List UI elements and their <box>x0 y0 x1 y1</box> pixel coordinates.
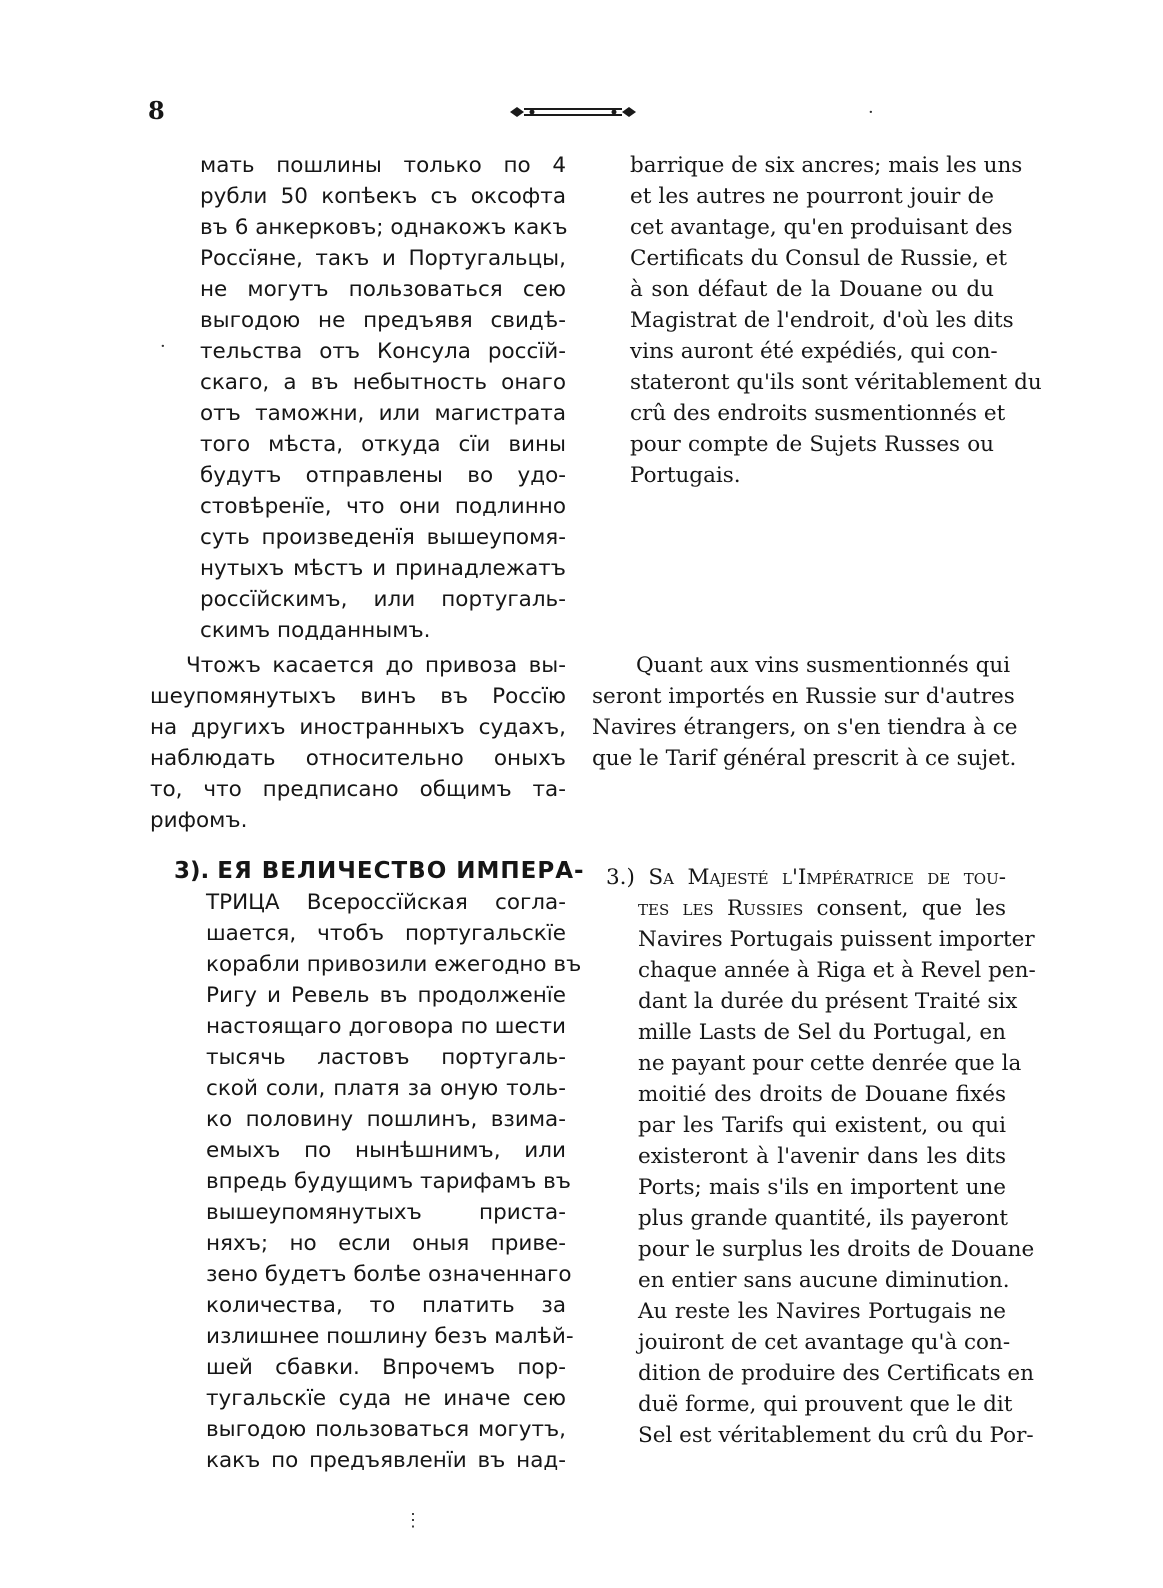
text-line: Ригу и Ревель въ продолженїе <box>206 983 566 1008</box>
text-line: dition de produire des Certificats en <box>638 1361 1035 1386</box>
text-line: скаго, а въ небытность онаго <box>200 370 566 395</box>
text-line: duë forme, qui prouvent que le dit <box>638 1392 1013 1417</box>
text-line: мать пошлины только по 4 <box>200 153 566 178</box>
article-title: Sa Majesté l'Impératrice de tou- <box>648 865 1006 890</box>
text-line: скимъ подданнымъ. <box>200 618 431 643</box>
text-line: Россїяне, такъ и Португальцы, <box>200 246 566 271</box>
article-heading <box>174 856 585 887</box>
text-line: нутыхъ мѣстъ и принадлежатъ <box>200 556 566 581</box>
text-line: корабли привозили ежегодно въ <box>206 952 582 977</box>
article-text: consent, que les <box>803 896 1006 921</box>
text-line: излишнее пошлину безъ малѣй- <box>206 1324 574 1349</box>
russian-article-3-body <box>206 887 582 1476</box>
text-line: тысячь ластовъ португаль- <box>206 1045 566 1070</box>
text-line: того мѣста, откуда сїи вины <box>200 432 566 457</box>
french-article-3-heading <box>606 862 1006 893</box>
text-line: Certificats du Consul de Russie, et <box>630 246 1008 271</box>
text-line: Чтожъ касается до привоза вы- <box>186 653 566 678</box>
article-title-continued: tes les Russies <box>638 896 804 921</box>
stray-mark: · <box>868 102 874 123</box>
text-line: stateront qu'ils sont véritablement du <box>630 370 1042 395</box>
text-line: cet avantage, qu'en produisant des <box>630 215 1013 240</box>
text-line: mille Lasts de Sel du Portugal, en <box>638 1020 1006 1045</box>
text-line: емыхъ по нынѣшнимъ, или <box>206 1138 566 1163</box>
text-line: шеупомянутыхъ винъ въ Россїю <box>150 684 566 709</box>
text-line: Ports; mais s'ils en importent une <box>638 1175 1006 1200</box>
text-line: наблюдать относительно оныхъ <box>150 746 566 771</box>
text-line: шается, чтобъ португальскїе <box>206 921 566 946</box>
text-line: chaque année à Riga et à Revel pen- <box>638 958 1036 983</box>
text-line: то, что предписано общимъ та- <box>150 777 566 802</box>
russian-article-3 <box>174 856 585 887</box>
article-title: ЕЯ ВЕЛИЧЕСТВО ИМПЕРА- <box>217 858 585 884</box>
text-line: vins auront été expédiés, qui con- <box>630 339 998 364</box>
text-line: ской соли, платя за оную толь- <box>206 1076 566 1101</box>
text-line: à son défaut de la Douane ou du <box>630 277 994 302</box>
text-line: россїйскимъ, или португаль- <box>200 587 566 612</box>
russian-paragraph-2 <box>150 650 566 836</box>
article-heading <box>606 862 1006 893</box>
text-line: en entier sans aucune diminution. <box>638 1268 1010 1293</box>
text-line: Sel est véritablement du crû du Por- <box>638 1423 1034 1448</box>
text-line <box>638 893 1006 924</box>
text-line: выгодою пользоваться могутъ, <box>206 1417 566 1442</box>
text-line: шей сбавки. Впрочемъ пор- <box>206 1355 566 1380</box>
text-line: въ 6 анкерковъ; однакожъ какъ <box>200 215 568 240</box>
text-line: Au reste les Navires Portugais ne <box>638 1299 1006 1324</box>
text-line: на другихъ иностранныхъ судахъ, <box>150 715 566 740</box>
text-line: Navires étrangers, on s'en tiendra à ce <box>592 715 1018 740</box>
text-line: впредь будущимъ тарифамъ въ <box>206 1169 571 1194</box>
text-line: выгодою не предъявя свидѣ- <box>200 308 566 333</box>
article-number: 3). <box>174 858 210 884</box>
text-line: pour le surplus les droits de Douane <box>638 1237 1035 1262</box>
text-line: ne payant pour cette denrée que la <box>638 1051 1022 1076</box>
text-line: отъ таможни, или магистрата <box>200 401 566 426</box>
text-line: количества, то платить за <box>206 1293 566 1318</box>
text-line: dant la durée du présent Traité six <box>638 989 1018 1014</box>
text-line: ко половину пошлинъ, взима- <box>206 1107 566 1132</box>
text-line: Navires Portugais puissent importer <box>638 927 1035 952</box>
text-line: рубли 50 копѣекъ съ оксофта <box>200 184 566 209</box>
text-line: тугальскїе суда не иначе сею <box>206 1386 566 1411</box>
stray-mark: · <box>160 336 166 357</box>
french-article-3-body <box>638 893 1036 1451</box>
text-line: plus grande quantité, ils payeront <box>638 1206 1008 1231</box>
text-line: ТРИЦА Всероссїйская согла- <box>206 890 566 915</box>
text-line: et les autres ne pourront jouir de <box>630 184 994 209</box>
text-line: existeront à l'avenir dans les dits <box>638 1144 1006 1169</box>
text-line: будутъ отправлены во удо- <box>200 463 566 488</box>
french-paragraph-1 <box>630 150 1042 491</box>
text-line: par les Tarifs qui existent, ou qui <box>638 1113 1006 1138</box>
text-line: Portugais. <box>630 463 741 488</box>
text-line: стовѣренїе, что они подлинно <box>200 494 566 519</box>
french-paragraph-2 <box>592 650 1018 774</box>
text-line: тельства отъ Консула россїй- <box>200 339 566 364</box>
text-line: не могутъ пользоваться сею <box>200 277 566 302</box>
text-line: няхъ; но если оныя приве- <box>206 1231 566 1256</box>
text-line: какъ по предъявленїи въ над- <box>206 1448 566 1473</box>
stray-mark: ⋮ <box>404 1510 422 1531</box>
text-line: настоящаго договора по шести <box>206 1014 566 1039</box>
text-line: seront importés en Russie sur d'autres <box>592 684 1015 709</box>
text-line: crû des endroits susmentionnés et <box>630 401 1006 426</box>
page-number: 8 <box>148 96 165 125</box>
header-ornament <box>508 104 638 120</box>
text-line: que le Tarif général prescrit à ce sujet. <box>592 746 1017 771</box>
text-line: рифомъ. <box>150 808 248 833</box>
text-line: jouiront de cet avantage qu'à con- <box>638 1330 1011 1355</box>
text-line: Magistrat de l'endroit, d'où les dits <box>630 308 1014 333</box>
text-line: Quant aux vins susmentionnés qui <box>636 653 1011 678</box>
russian-paragraph-1 <box>200 150 566 646</box>
text-line: зено будетъ болѣе означеннаго <box>206 1262 572 1287</box>
text-line: barrique de six ancres; mais les uns <box>630 153 1023 178</box>
article-number: 3.) <box>606 865 635 890</box>
text-line: pour compte de Sujets Russes ou <box>630 432 994 457</box>
text-line: moitié des droits de Douane fixés <box>638 1082 1006 1107</box>
text-line: суть произведенїя вышеупомя- <box>200 525 566 550</box>
text-line: вышеупомянутыхъ приста- <box>206 1200 566 1225</box>
